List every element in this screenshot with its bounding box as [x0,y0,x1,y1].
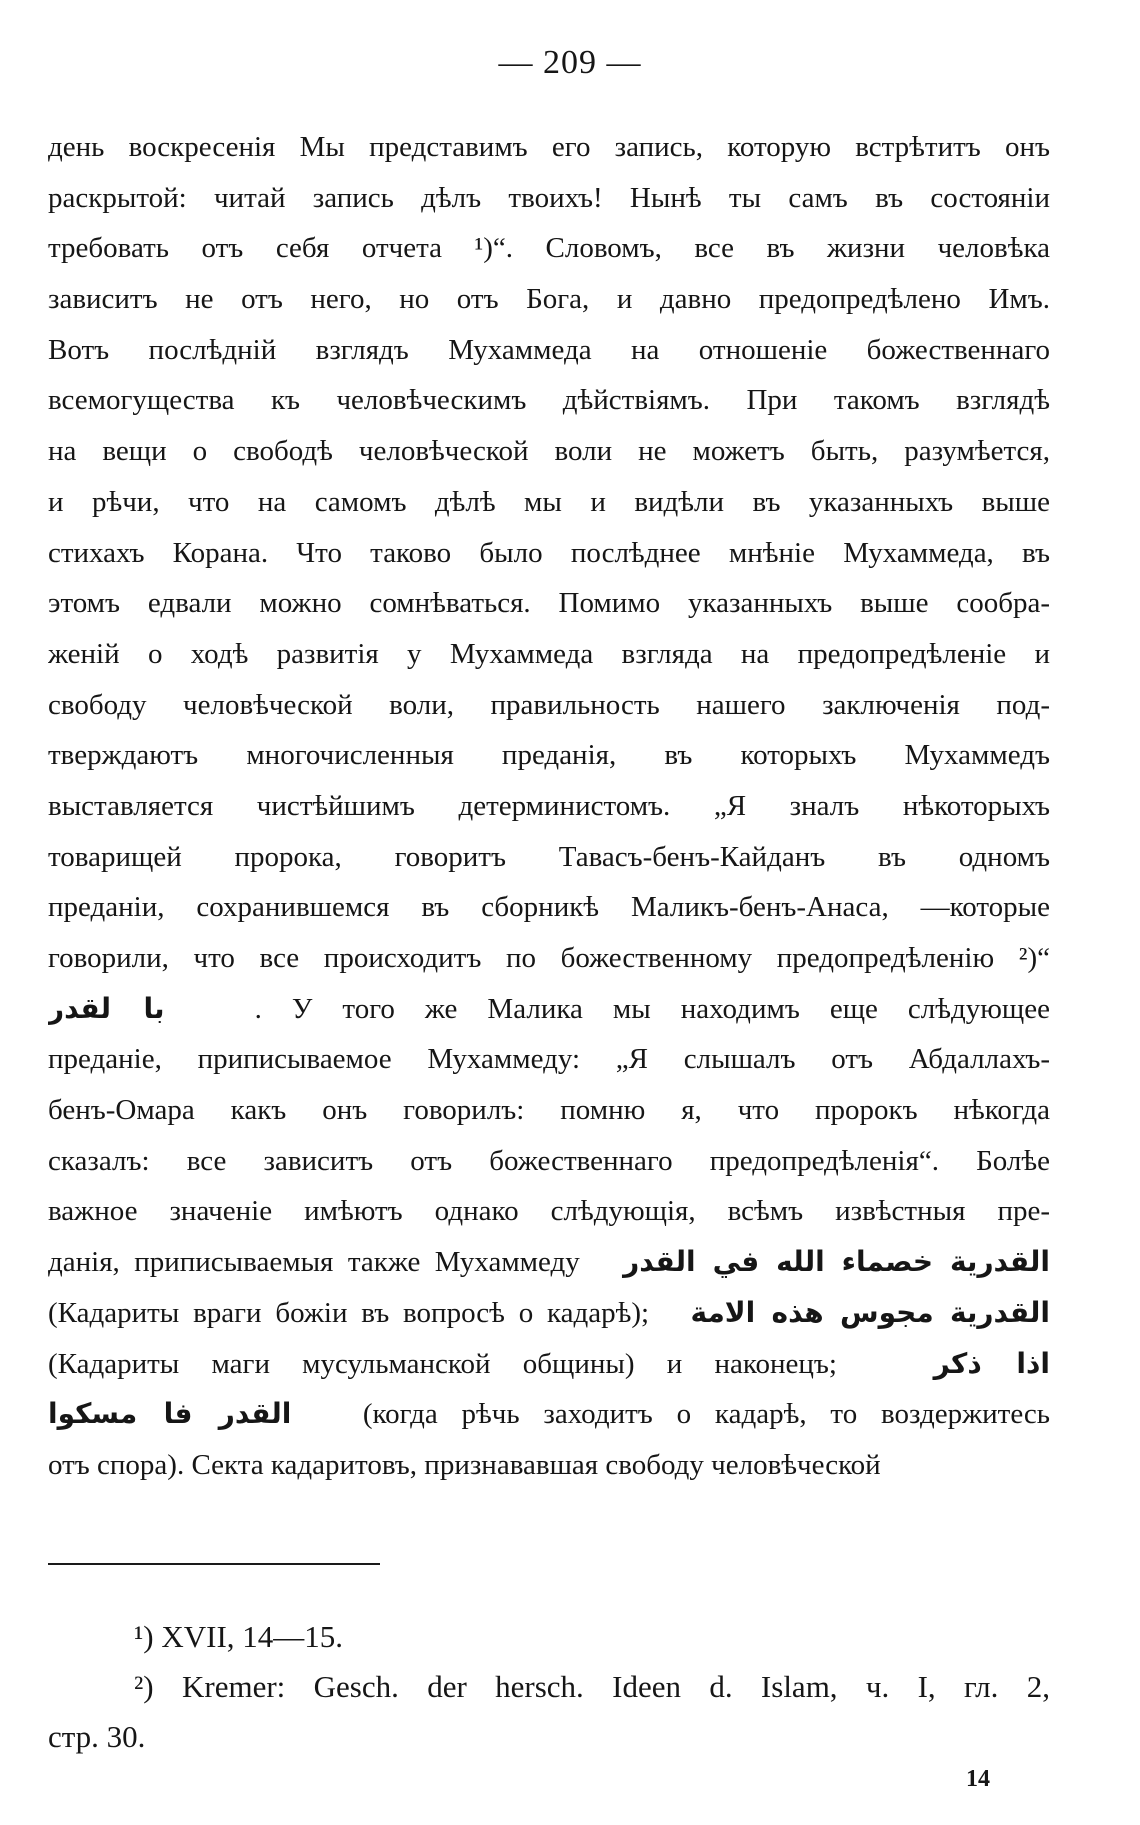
text-line: Вотъ послѣдній взглядъ Мухаммеда на отношеніе божественнаго [48,333,1050,366]
text-line: всемогущества къ человѣческимъ дѣйствіямъ. При такомъ взглядѣ [48,384,1050,417]
text-line: говорили, что все происходитъ по божественному предопредѣленію ²)“ [48,942,1050,974]
arabic-phrase: القدرية مجوس هذه الامة [690,1295,1050,1329]
line-text: (Кадариты враги божіи въ вопросѣ о кадарѣ); [48,1296,650,1329]
text-line: требовать отъ себя отчета ¹)“. Словомъ, все въ жизни человѣка [48,232,1050,265]
text-line: бенъ-Омара какъ онъ говорилъ: помню я, что пророкъ нѣкогда [48,1094,1050,1127]
text-line: преданіи, сохранившемся въ сборникѣ Маликъ-бенъ-Анаса, —которые [48,891,1050,924]
footnote-marker: ¹) [134,1619,154,1654]
footnote-continuation: стр. 30. [48,1719,146,1754]
footnote-rule [48,1563,380,1565]
text-line-with-arabic [48,984,1050,1035]
arabic-phrase: القدرية خصماء الله في القدر [623,1245,1050,1279]
text-line: стихахъ Корана. Что таково было послѣднее мнѣніе Мухаммеда, въ [48,536,1050,569]
text-line-with-arabic [48,1389,1050,1440]
line-text: (когда рѣчь заходитъ о кадарѣ, то воздержитесь [362,1398,1050,1431]
text-line: преданіе, приписываемое Мухаммеду: „Я слышалъ отъ Абдаллахъ- [48,1043,1050,1076]
text-line: день воскресенія Мы представимъ его запись, которую встрѣтитъ онъ [48,131,1050,163]
line-text: (Кадариты маги мусульманской общины) и наконецъ; [48,1347,837,1380]
arabic-phrase: با لقدر [48,991,165,1025]
footnote-text: XVII, 14—15. [161,1619,344,1654]
text-line-with-arabic [48,1288,1050,1339]
page-number: — 209 — [498,44,642,81]
text-line: свободу человѣческой воли, правильность нашего заключенія под- [48,688,1050,721]
arabic-phrase: اذا ذكر [933,1346,1050,1380]
text-line: и рѣчи, что на самомъ дѣлѣ мы и видѣли въ указанныхъ выше [48,485,1050,518]
footnotes [48,1612,1050,1762]
footnote-marker: ²) [134,1669,154,1704]
text-line: сказалъ: все зависитъ отъ божественнаго предопредѣленія“. Болѣе [48,1144,1050,1177]
line-text: . У того же Малика мы находимъ еще слѣдующее [254,992,1050,1025]
text-line: важное значеніе имѣютъ однако слѣдующія, всѣмъ извѣстныя пре- [48,1195,1050,1228]
footnote [48,1662,1050,1712]
text-line-with-arabic [48,1237,1050,1288]
body-text [48,122,1050,1491]
footnote [48,1612,1050,1662]
signature-mark: 14 [966,1766,990,1792]
text-line: выставляется чистѣйшимъ детерминистомъ. „Я зналъ нѣкоторыхъ [48,789,1050,822]
footnote-text: Kremer: Gesch. der hersch. Ideen d. Islam, ч. I, гл. 2, [181,1669,1050,1704]
text-line: тверждаютъ многочисленныя преданія, въ которыхъ Мухаммедъ [48,739,1050,772]
text-line: отъ спора). Секта кадаритовъ, признававшая свободу человѣческой [48,1448,881,1481]
text-line: зависитъ не отъ него, но отъ Бога, и давно предопредѣлено Имъ. [48,283,1050,316]
text-line: этомъ едвали можно сомнѣваться. Помимо указанныхъ выше сообра- [48,587,1050,620]
arabic-phrase: القدر فا مسكوا [48,1397,292,1431]
text-line: раскрытой: читай запись дѣлъ твоихъ! Нынѣ ты самъ въ состояніи [48,181,1050,214]
line-text: данія, приписываемыя также Мухаммеду [48,1246,580,1279]
text-line: на вещи о свободѣ человѣческой воли не можетъ быть, разумѣется, [48,435,1050,468]
text-line: товарищей пророка, говоритъ Тавасъ-бенъ-Кайданъ въ одномъ [48,840,1050,873]
text-line-with-arabic [48,1339,1050,1390]
text-line: женій о ходѣ развитія у Мухаммеда взгляда на предопредѣленіе и [48,637,1050,670]
